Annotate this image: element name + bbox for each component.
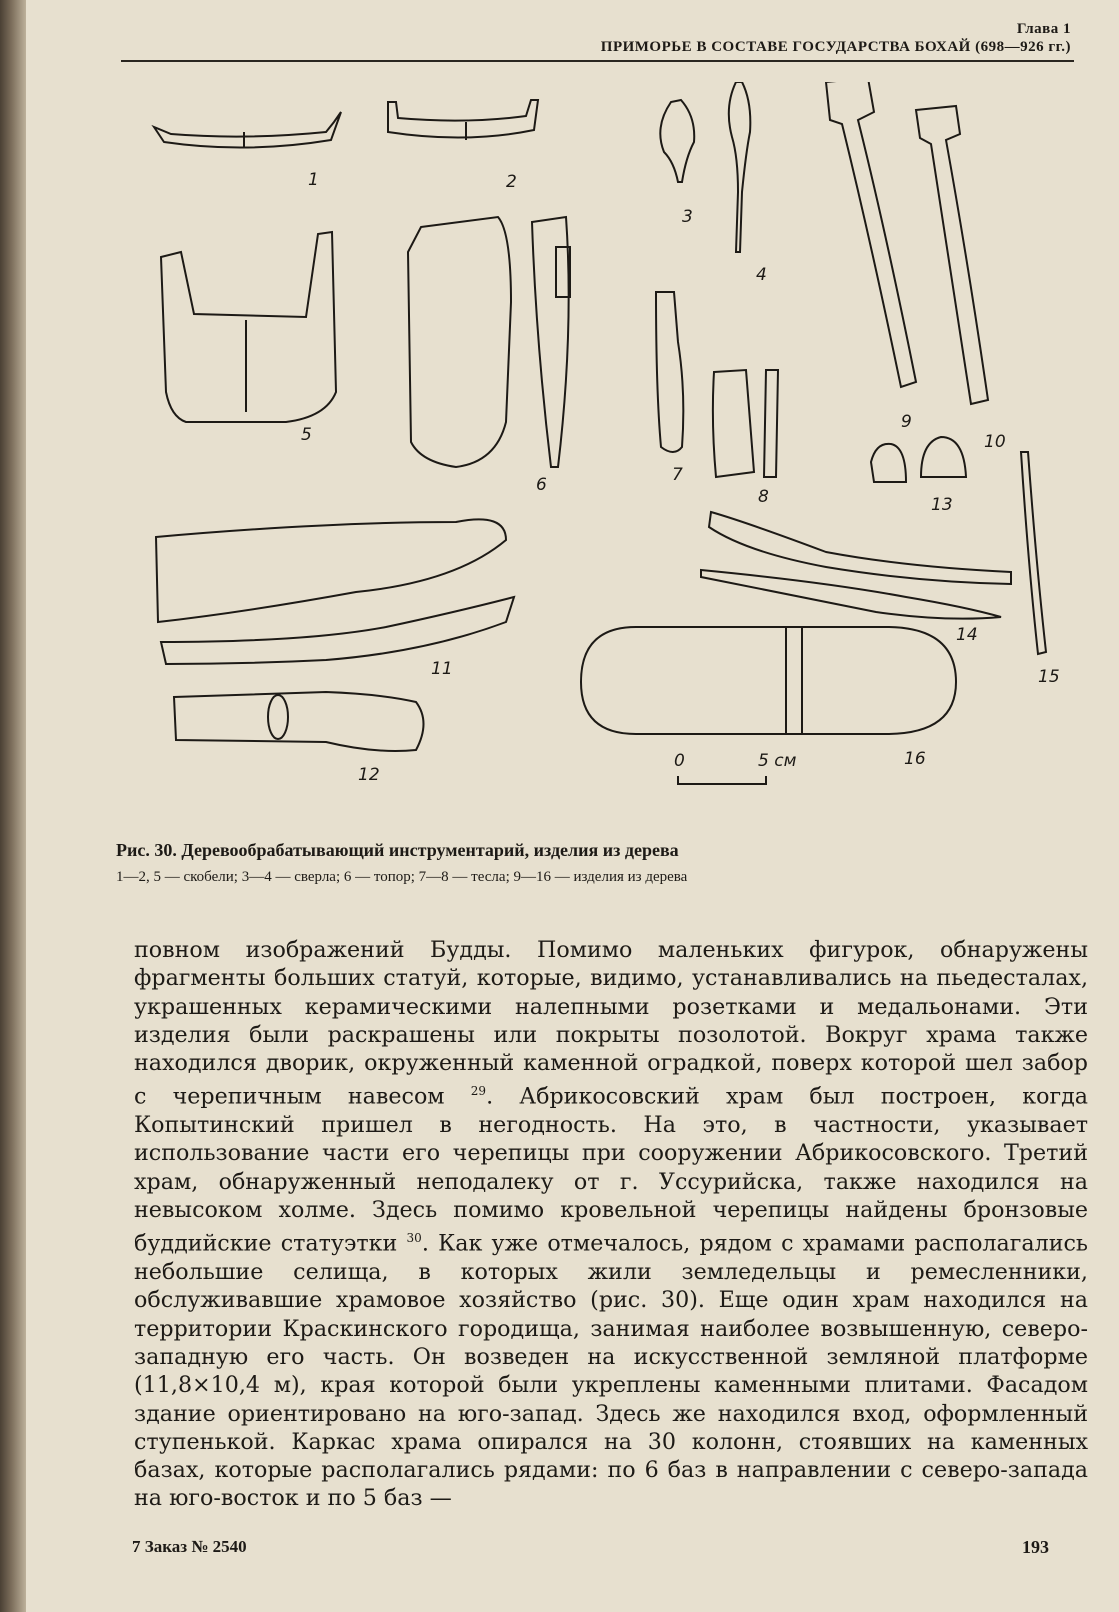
book-page [26,0,1119,1612]
drawing-drill-4 [729,82,751,252]
body-text-part-3: . Как уже отмечалось, рядом с храмами располагались небольшие селища, в которых жили земледельцы и ремесленники, обслуживавшие храмовое хозяйство (рис. 30). Еще один храм находился на территории Краскинского городища, занимая наиболее возвышенную, северо-западную его часть. Он возведен на искусственной земляной платформе (11,8×10,4 м), края которой были укреплены каменными плитами. Фасадом здание ориентировано на юго-запад. Здесь же находился вход, оформленный ступенькой. Каркас храма опирался на 30 колонн, стоявших на каменных базах, которые располагались рядами: по 6 баз в направлении с северо-запада на юго-восток и по 5 баз — [134,1230,1088,1512]
caption-figure-number: Рис. 30. [116,840,177,860]
label-10: 10 [984,432,1006,452]
footnote-ref-30[interactable]: 30 [406,1231,422,1246]
label-4: 4 [756,265,767,285]
drawing-branch-12 [174,692,424,751]
label-12: 12 [358,765,380,785]
drawing-stick-14 [709,512,1011,584]
label-15: 15 [1038,667,1060,687]
scale-start: 0 [674,751,685,771]
drawing-board-16 [581,627,956,734]
printer-signature: 7 Заказ № 2540 [132,1537,247,1556]
figure-caption [116,840,1076,886]
chapter-label: Глава 1 [1016,21,1071,37]
label-9: 9 [901,412,912,432]
label-7: 7 [672,465,683,485]
label-13: 13 [931,495,953,515]
label-11: 11 [431,659,453,679]
body-text-part-1: повном изображений Будды. Помимо маленьких фигурок, обнаружены фрагменты больших статуй, которые, видимо, устанавливались на пьедесталах, украшенных керамическими налепными розетками и медальонами. Эти изделия были раскрашены или покрыты позолотой. Вокруг храма также находился дворик, окруженный каменной оградкой, поверх которой шел забор с черепичным навесом [134,937,1088,1110]
drawing-fragment-13 [871,444,906,482]
caption-legend: 1—2, 5 — скобели; 3—4 — сверла; 6 — топор; 7—8 — тесла; 9—16 — изделия из дерева [116,869,688,885]
drawing-handle-10 [916,106,988,404]
body-text-part-2: . Абрикосовский храм был построен, когда Копытинский пришел в негодность. На это, в частности, указывает использование части его черепицы при сооружении Абрикосовского. Третий храм, обнаруженный неподалеку от г. Уссурийска, также находился на невысоком холме. Здесь помимо кровельной черепицы найдены бронзовые буддийские статуэтки [134,1083,1089,1257]
drawing-drill-3 [660,100,694,182]
book-spine [0,0,26,1612]
running-head [601,20,1071,56]
drawing-adze-8 [713,370,754,477]
label-3: 3 [682,207,693,227]
drawing-wood-11 [156,519,506,622]
label-8: 8 [758,487,769,507]
drawing-scraper-1 [154,112,341,148]
scale-end: 5 см [758,751,797,771]
header-rule [121,60,1074,62]
caption-title: Деревообрабатывающий инструментарий, изделия из дерева [181,840,679,860]
label-6: 6 [536,475,547,495]
drawing-adze-7 [656,292,683,452]
drawing-axe-6 [408,217,511,467]
label-16: 16 [904,749,926,769]
caption-title-line [116,840,1076,861]
drawing-rod-15 [1021,452,1046,654]
figure-drawing [126,82,1086,822]
page-number: 193 [1022,1537,1049,1557]
running-title: ПРИМОРЬЕ В СОСТАВЕ ГОСУДАРСТВА БОХАЙ (698—926 гг.) [600,39,1071,55]
body-paragraph [134,936,1088,1513]
label-14: 14 [956,625,978,645]
figure-woodworking-tools [126,82,1086,822]
scale-bar [678,776,766,784]
label-1: 1 [308,170,319,190]
drawing-handle-9 [826,82,916,387]
label-5: 5 [301,425,312,445]
drawing-scraper-2 [388,100,538,138]
drawing-scraper-5 [161,232,336,422]
label-2: 2 [506,172,517,192]
footnote-ref-29[interactable]: 29 [470,1084,487,1099]
